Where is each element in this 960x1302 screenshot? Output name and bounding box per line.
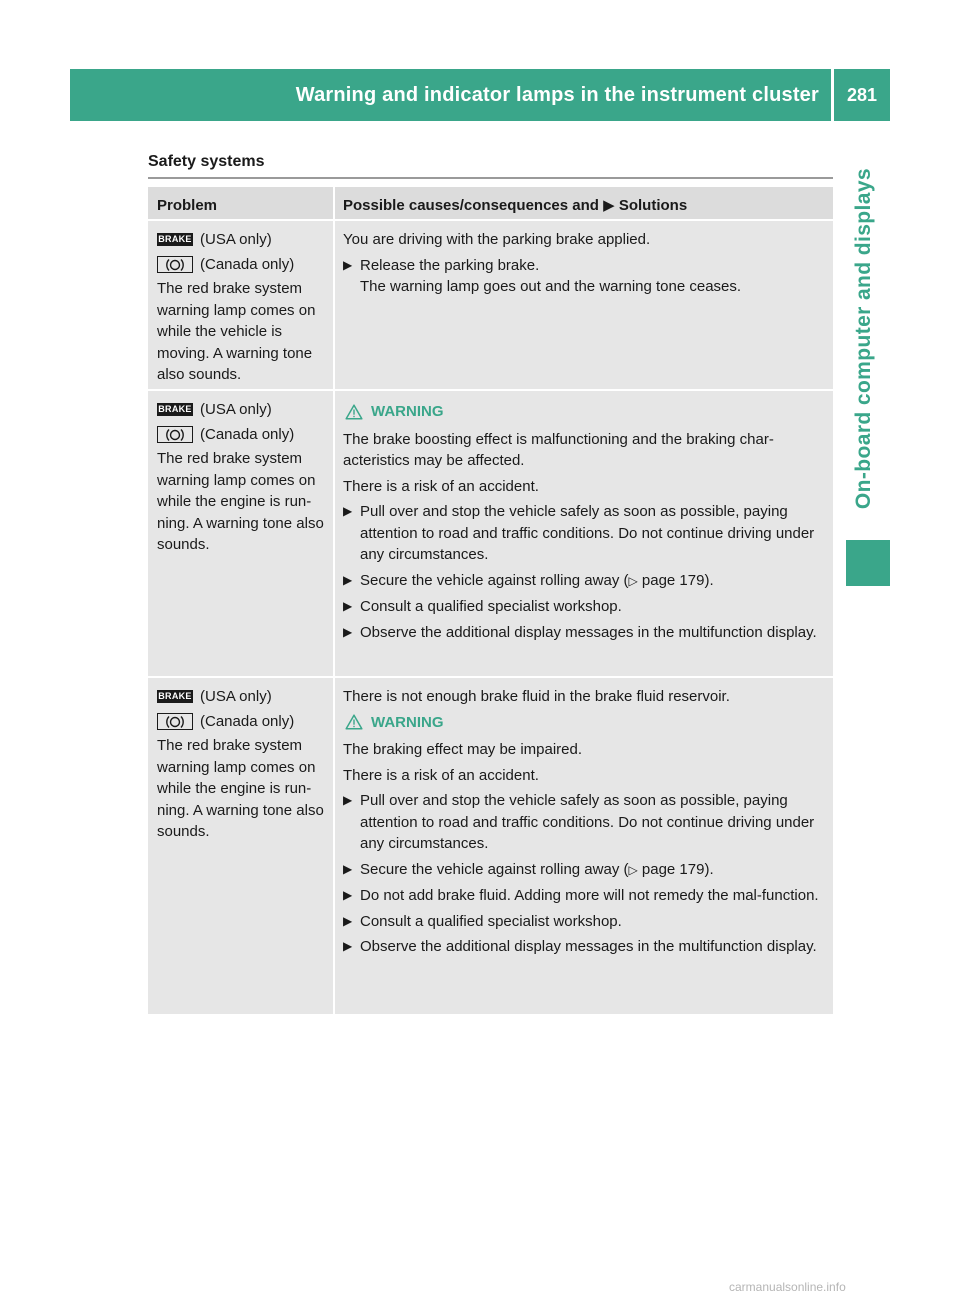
warning-label: WARNING xyxy=(371,403,444,420)
step-text: Consult a qualified specialist workshop. xyxy=(360,598,622,615)
page-ref-label: page 179 xyxy=(641,860,705,878)
step-text: Release the parking brake. xyxy=(360,256,540,274)
solution-step xyxy=(343,501,827,566)
solution-cell xyxy=(335,391,833,676)
problem-text: The red brake system warning lamp comes on while the engine is run-ning. A warning tone also sounds. xyxy=(157,450,324,553)
section-title: Safety systems xyxy=(148,153,265,170)
problem-text: The red brake system warning lamp comes on while the engine is run-ning. A warning tone also sounds. xyxy=(157,737,324,840)
solution-step xyxy=(343,936,827,958)
problem-text: The red brake system warning lamp comes on while the vehicle is moving. A warning tone also sounds. xyxy=(157,280,316,383)
side-tab-marker xyxy=(846,540,890,586)
warning-triangle-icon xyxy=(345,404,363,420)
brake-circle-icon xyxy=(157,256,193,273)
step-arrow-icon: ▶ xyxy=(343,861,353,876)
brake-warning-icon: BRAKE xyxy=(158,404,192,415)
cause-text: There is not enough brake fluid in the brake fluid reservoir. xyxy=(343,688,730,705)
warning-label: WARNING xyxy=(371,713,444,731)
step-text-suffix: ). xyxy=(704,571,714,589)
table-row xyxy=(148,678,833,1016)
step-text: Pull over and stop the vehicle safely as soon as possible, paying attention to road and traffic conditions. Do not continue driving under any circumstances. xyxy=(360,792,815,852)
lamp-usa xyxy=(157,399,327,421)
step-text-prefix: Secure the vehicle against rolling away ( xyxy=(360,571,629,589)
risk-text: There is a risk of an accident. xyxy=(343,477,539,495)
page-ref-icon: ▷ xyxy=(628,862,638,877)
step-arrow-icon: ▶ xyxy=(343,504,353,518)
lamp-canada-label: (Canada only) xyxy=(200,255,295,273)
step-text-prefix: Secure the vehicle against rolling away ( xyxy=(360,860,629,878)
solution-step xyxy=(343,885,827,907)
brake-warning-icon: BRAKE xyxy=(158,691,192,702)
step-arrow-icon: ▶ xyxy=(343,793,353,807)
step-arrow-icon: ▶ xyxy=(343,624,353,639)
step-text: Do not add brake fluid. Adding more will not remedy the mal-function. xyxy=(360,887,819,904)
solution-step xyxy=(343,790,827,855)
step-text: Pull over and stop the vehicle safely as soon as possible, paying attention to road and traffic conditions. Do not continue driving under any circumstances. xyxy=(360,503,815,563)
safety-systems-table xyxy=(148,187,833,1016)
brake-warning-icon: BRAKE xyxy=(158,234,192,245)
solution-cell xyxy=(335,678,833,1014)
solution-step xyxy=(343,622,827,644)
page-header-title: Warning and indicator lamps in the instrument cluster xyxy=(70,69,831,121)
step-arrow-icon: ▶ xyxy=(343,599,353,613)
table-row xyxy=(148,221,833,391)
side-tab-label: On-board computer and displays xyxy=(852,168,875,510)
lamp-canada xyxy=(157,711,327,733)
page-number: 281 xyxy=(834,69,890,121)
brake-circle-icon xyxy=(157,426,193,443)
lamp-usa xyxy=(157,229,327,251)
warning-heading xyxy=(343,712,827,734)
page-reference[interactable] xyxy=(628,572,704,589)
lamp-usa-label: (USA only) xyxy=(200,401,272,418)
solution-step xyxy=(343,255,827,298)
brake-circle-icon xyxy=(157,713,193,730)
cause-text: You are driving with the parking brake applied. xyxy=(343,231,651,248)
section-divider xyxy=(148,177,833,179)
step-arrow-icon: ▶ xyxy=(343,257,353,272)
lamp-canada-label: (Canada only) xyxy=(200,425,295,443)
step-content xyxy=(360,255,741,298)
step-text-suffix: ). xyxy=(704,860,714,878)
problem-cell xyxy=(148,678,335,1014)
column-header-solutions-suffix: Solutions xyxy=(618,197,688,214)
warning-heading xyxy=(343,401,827,423)
lamp-usa-label: (USA only) xyxy=(200,688,272,705)
solution-step xyxy=(343,570,827,593)
problem-cell xyxy=(148,221,335,389)
step-arrow-icon: ▶ xyxy=(343,572,353,587)
problem-cell xyxy=(148,391,335,676)
step-text: Consult a qualified specialist workshop. xyxy=(360,912,622,930)
solution-cell xyxy=(335,221,833,389)
solution-step xyxy=(343,911,827,933)
step-text: Observe the additional display messages in the multifunction display. xyxy=(360,938,817,955)
step-arrow-icon: ▶ xyxy=(343,939,353,953)
column-header-solutions xyxy=(335,187,833,219)
table-header-row xyxy=(148,187,833,221)
result-text: The warning lamp goes out and the warning tone ceases. xyxy=(360,278,742,295)
risk-text: There is a risk of an accident. xyxy=(343,766,539,784)
solution-step xyxy=(343,859,827,882)
lamp-canada xyxy=(157,254,327,276)
page-ref-icon: ▷ xyxy=(628,573,638,588)
solution-step xyxy=(343,596,827,618)
page-reference[interactable] xyxy=(628,861,704,878)
warning-triangle-icon xyxy=(345,714,363,730)
step-text: Observe the additional display messages in the multifunction display. xyxy=(360,623,817,641)
step-arrow-icon: ▶ xyxy=(343,888,353,902)
warning-text: The brake boosting effect is malfunctioning and the braking char-acteristics may be affected. xyxy=(343,430,774,469)
lamp-usa xyxy=(157,686,327,708)
column-header-solutions-prefix: Possible causes/consequences and xyxy=(343,197,599,214)
warning-text: The braking effect may be impaired. xyxy=(343,741,583,758)
table-row xyxy=(148,391,833,678)
column-header-problem: Problem xyxy=(148,187,335,219)
step-arrow-icon: ▶ xyxy=(343,913,353,928)
side-tab xyxy=(846,130,890,530)
lamp-canada-label: (Canada only) xyxy=(200,712,295,730)
lamp-usa-label: (USA only) xyxy=(200,231,272,248)
solution-arrow-icon: ▶ xyxy=(603,197,615,214)
step-text xyxy=(360,570,714,593)
step-text xyxy=(360,859,714,882)
page-ref-label: page 179 xyxy=(641,571,705,589)
watermark: carmanualsonline.info xyxy=(729,1280,846,1294)
lamp-canada xyxy=(157,424,327,446)
